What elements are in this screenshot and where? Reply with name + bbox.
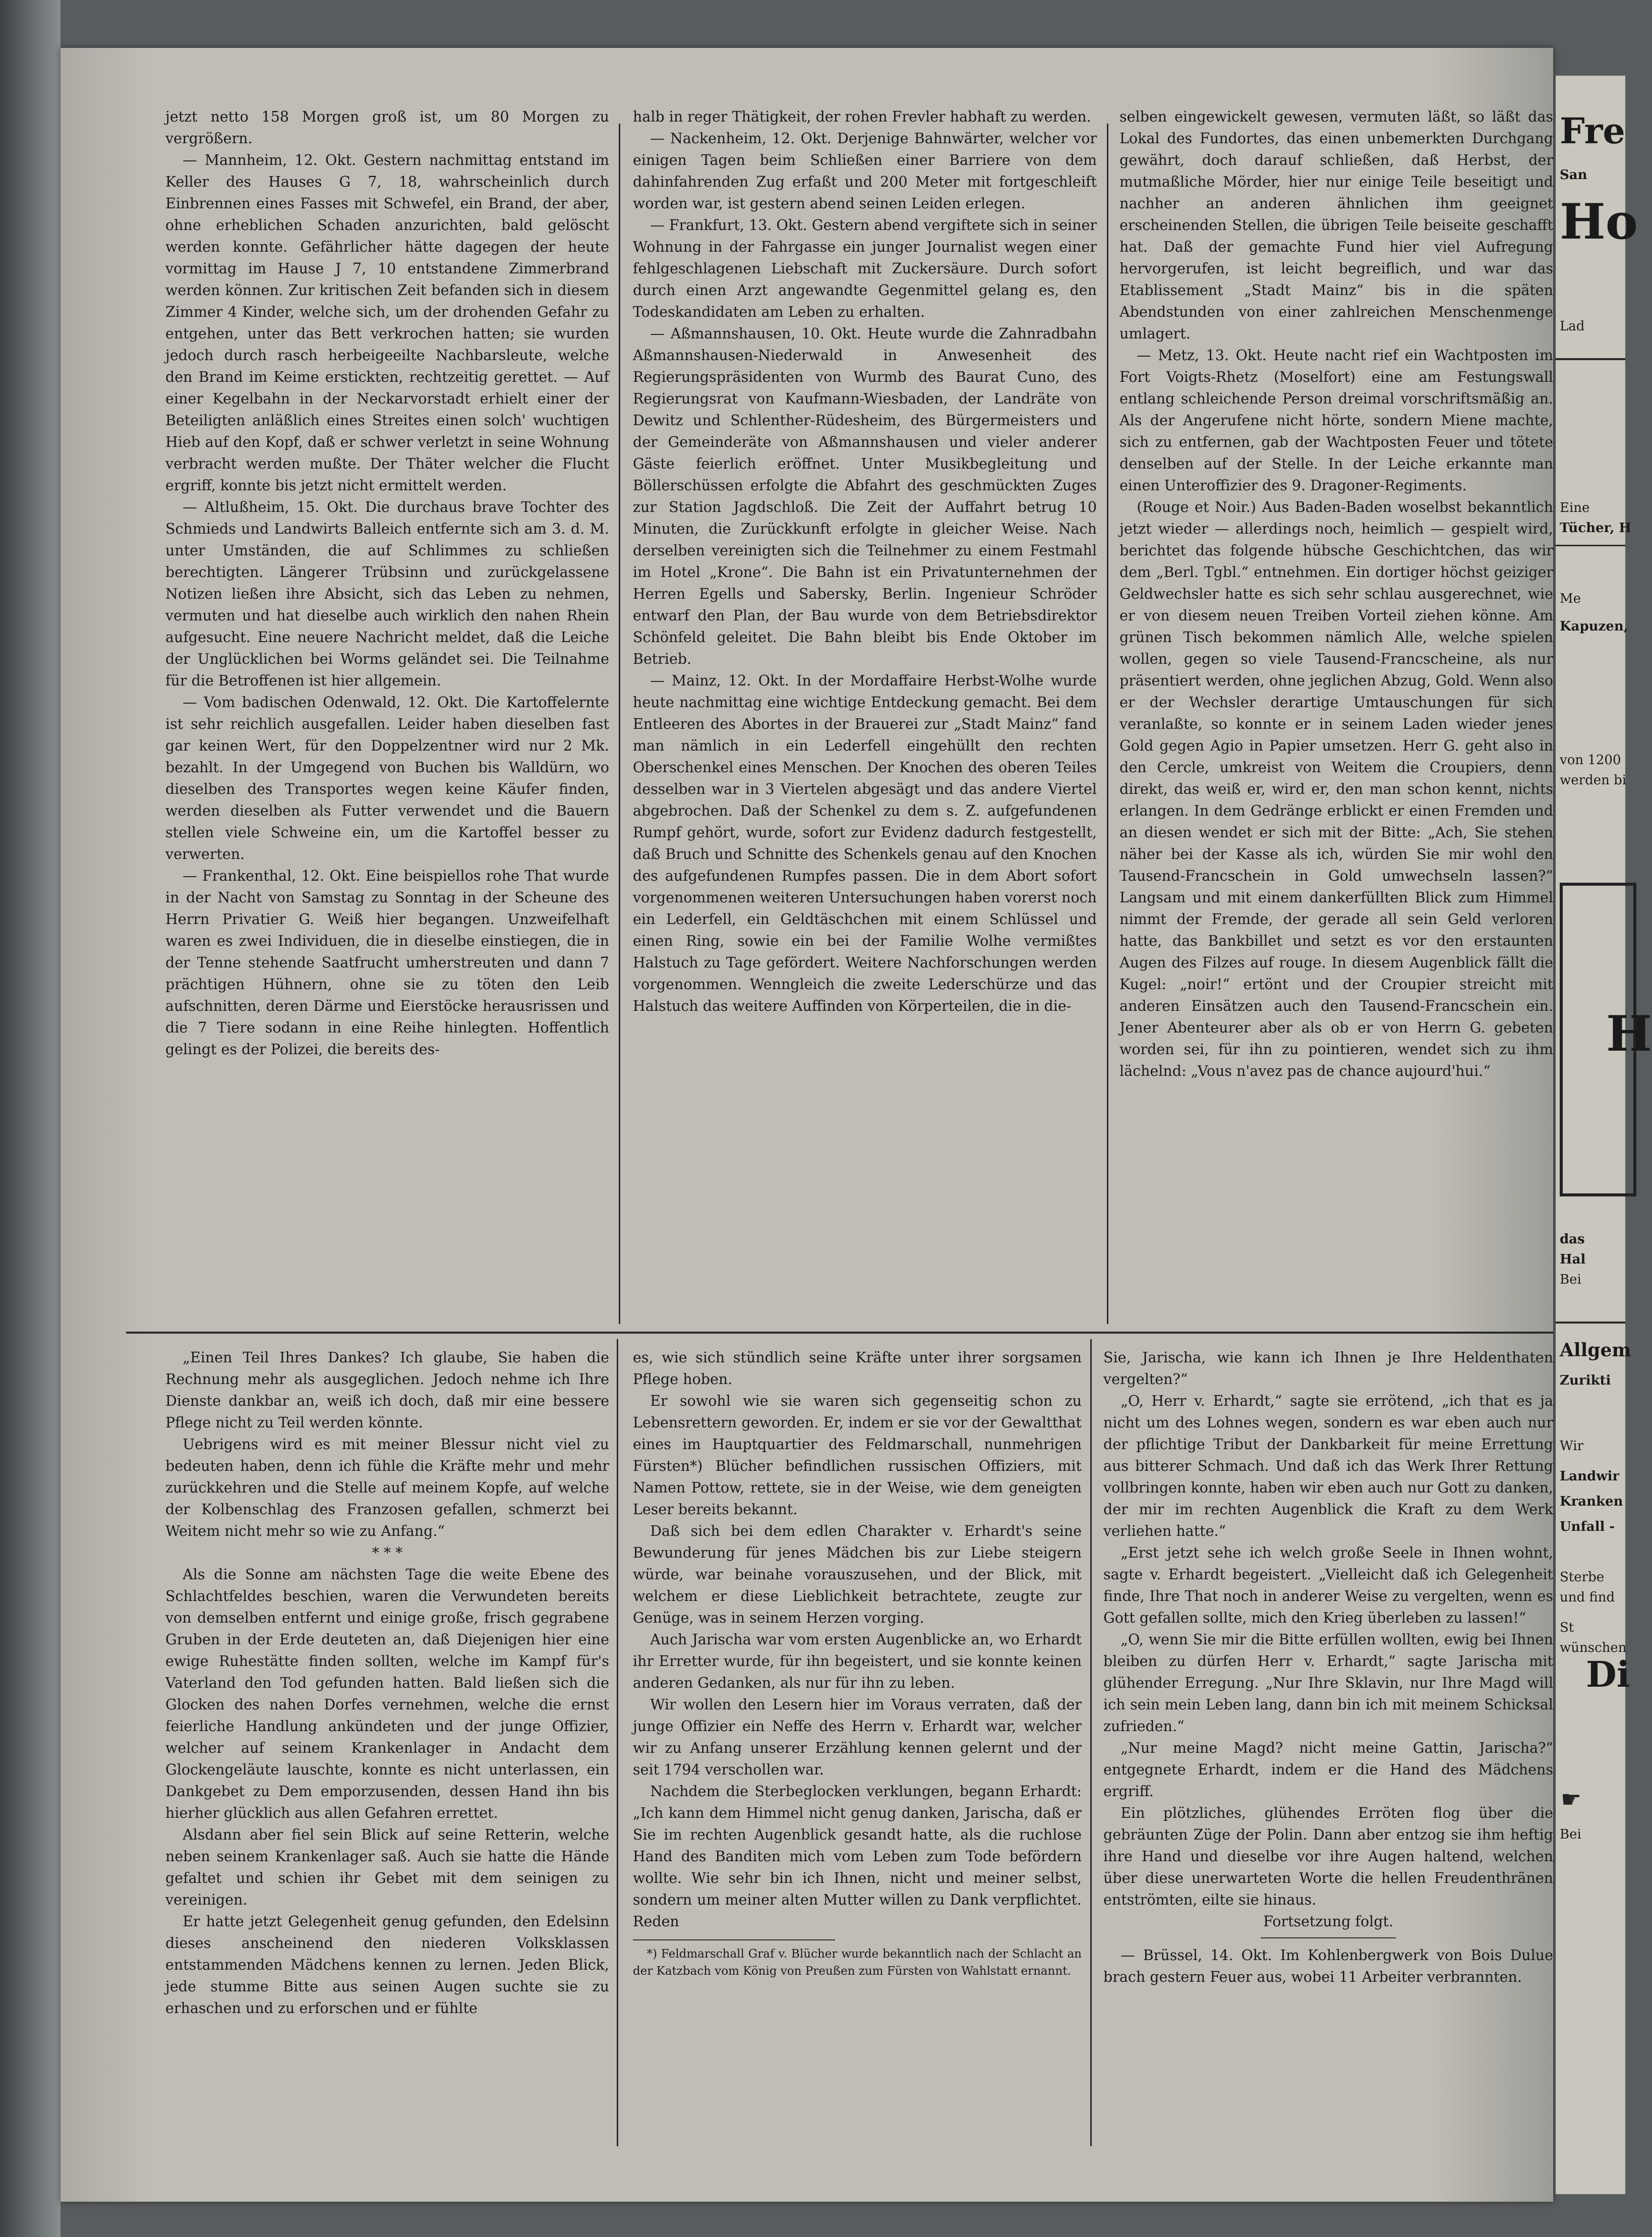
news-column-2 <box>633 106 1097 1329</box>
news-paragraph: halb in reger Thätigkeit, der rohen Frevler habhaft zu werden. <box>633 108 1091 125</box>
next-page-fragment: Unfall - <box>1560 1519 1615 1534</box>
feuilleton-separator <box>126 1332 1553 1334</box>
news-item-frankenthal: — Frankenthal, 12. Okt. Eine beispiellos rohe That wurde in der Nacht von Samstag zu Sonntag in der Scheune des Herrn Privatier G. Weiß hier begangen. Unzweifelhaft waren es zwei Individuen, die in dieselbe einstiegen, die in der Tenne stehende Saatfrucht umherstreuten und dann 7 prächtigen Hühnern, ohne sie zu töten den Leib aufschnitten, deren Därme und Eierstöcke herausrissen und die 7 Tiere sodann in eine Reihe hinlegten. Hoffentlich gelingt es der Polizei, die bereits des- <box>165 868 609 1058</box>
next-page-rule <box>1556 545 1625 546</box>
next-page-fragment: Eine <box>1560 500 1590 515</box>
next-page-fragment: Kapuzen, <box>1560 619 1628 634</box>
story-paragraph: Wir wollen den Lesern hier im Voraus verraten, daß der junge Offizier ein Neffe des Herrn v. Erhardt war, welcher wir zu Anfang unserer Erzählung kennen gelernt und der seit 1794 verschollen war. <box>633 1696 1082 1778</box>
next-page-fragment: Me <box>1560 591 1581 606</box>
book-binding <box>0 0 61 2237</box>
story-paragraph: Auch Jarischa war vom ersten Augenblicke an, wo Erhardt ihr Erretter wurde, für ihn begeistert, und sie konnte keinen anderen Gedanken, als nur für ihn zu leben. <box>633 1631 1082 1691</box>
story-paragraph: „Nur meine Magd? nicht meine Gattin, Jarischa?“ entgegnete Erhardt, indem er die Hand des Mädchens ergriff. <box>1103 1740 1553 1800</box>
story-paragraph: „O, wenn Sie mir die Bitte erfüllen wollten, ewig bei Ihnen bleiben zu dürfen Herr v. Erhardt,“ sagte Jarischa mit glühender Erregung. „Nur Ihre Sklavin, nur Ihre Magd will ich sein mein Leben lang, dann bin ich mit meinem Schicksal zufrieden.“ <box>1103 1631 1553 1735</box>
next-page-fragment: San <box>1560 167 1587 183</box>
next-page-fragment: Di <box>1586 1653 1630 1695</box>
next-page-fragment: Lad <box>1560 319 1585 334</box>
pointing-hand-icon: ☛ <box>1561 1786 1582 1813</box>
column-rule-bottom-2 <box>1090 1339 1092 2146</box>
story-paragraph: Nachdem die Sterbeglocken verklungen, begann Erhardt: „Ich kann dem Himmel nicht genug danken, Jarischa, daß er Sie im rechten Augenblick gesandt hatte, als die ruchlose Hand des Banditen mich vom Leben zum Tode befördern wollte. Wie sehr bin ich Ihnen, nicht und meiner selbst, sondern um meiner alten Mutter willen zu Dank verpflichtet. Reden <box>633 1783 1082 1930</box>
next-page-fragment: Zurikti <box>1560 1373 1611 1388</box>
next-page-fragment: Fre <box>1560 110 1625 152</box>
news-paragraph: selben eingewickelt gewesen, vermuten läßt, so läßt das Lokal des Fundortes, das einen unbemerkten Durchgang gewährt, doch darauf schließen, daß Herbst, der mutmaßliche Mörder, hier nur einige Teile beseitigt und nachher an anderen ähnlichen ihm geeignet erscheinenden Stellen, die übrigen Teile beiseite geschafft hat. Daß der gemachte Fund hier viel Aufregung hervorgerufen, ist leicht begreiflich, und war das Etablissement „Stadt Mainz“ bis in die späten Abendstunden von einer zahlreichen Menschenmenge umlagert. <box>1119 108 1553 342</box>
next-page-fragment: Bei <box>1560 1827 1581 1842</box>
news-item-assmannshausen: — Aßmannshausen, 10. Okt. Heute wurde die Zahnradbahn Aßmannshausen-Niederwald in Anwesenheit des Regierungspräsidenten von Wurmb des Baurat Cuno, des Regierungsrat von Kaufmann-Wiesbaden, der Landräte von Dewitz und Schlenther-Rüdesheim, des Bürgermeisters und der Gemeinderäte von Aßmannshausen und vieler anderer Gäste feierlich eröffnet. Unter Musikbegleitung und Böllerschüssen erfolgte die Abfahrt des geschmückten Zuges zur Station Jagdschloß. Die Zeit der Auffahrt betrug 10 Minuten, die Zurückkunft erfolgte in gleicher Weise. Nach derselben vereinigten sich die Teilnehmer zu einem Festmahl im Hotel „Krone“. Die Bahn ist ein Privatunternehmen der Herren Egells und Sabersky, Berlin. Ingenieur Schröder entwarf den Plan, der Bau wurde von dem Betriebsdirektor Schönfeld geleitet. Die Bahn bleibt bis Ende Oktober im Betrieb. <box>633 325 1097 667</box>
next-page-fragment: Landwir <box>1560 1469 1620 1484</box>
newspaper-page <box>61 48 1553 2202</box>
continuation-note: Fortsetzung folgt. <box>1263 1913 1393 1930</box>
next-page-fragment: St <box>1560 1620 1574 1635</box>
news-item-odenwald: — Vom badischen Odenwald, 12. Okt. Die Kartoffelernte ist sehr reichlich ausgefallen. Leider haben dieselben fast gar keinen Wert, für den Doppelzentner wird nur 2 Mk. bezahlt. In der Umgegend von Buchen bis Walldürn, wo dieselben des Transportes wegen keine Käufer finden, werden dieselben als Futter verwendet und die Bauern stellen viele Schweine ein, um die Kartoffel besser zu verwerten. <box>165 694 609 863</box>
news-item-altlussheim: — Altlußheim, 15. Okt. Die durchaus brave Tochter des Schmieds und Landwirts Balleich entfernte sich am 3. d. M. unter Umständen, die auf Schlimmes zu schließen berechtigten. Längerer Trübsinn und zurückgelassene Notizen ließen ihre Absicht, sich das Leben zu nehmen, vermuten und hat dieselbe auch wirklich den nahen Rhein aufgesucht. Eine neuere Nachricht meldet, daß die Leiche der Unglücklichen bei Worms geländet sei. Die Teilnahme für die Betroffenen ist hier allgemein. <box>165 499 609 689</box>
story-paragraph: Daß sich bei dem edlen Charakter v. Erhardt's seine Bewunderung für jenes Mädchen bis zur Liebe steigern würde, war beinahe vorauszusehen, und der Blick, mit welchem er diese Lieblichkeit betrachtete, zeugte zur Genüge, was in seinem Herzen vorging. <box>633 1523 1082 1626</box>
next-page-rule <box>1556 1322 1625 1324</box>
news-item-metz: — Metz, 13. Okt. Heute nacht rief ein Wachtposten im Fort Voigts-Rhetz (Moselfort) eine am Festungswall entlang schleichende Person dreimal vorschriftsmäßig an. Als der Angerufene nicht hörte, sondern Miene machte, sich zu entfernen, gab der Wachtposten Feuer und tötete denselben auf der Stelle. In der Leiche erkannte man einen Unteroffizier des 9. Dragoner-Regiments. <box>1119 347 1553 494</box>
news-item-mannheim: — Mannheim, 12. Okt. Gestern nachmittag entstand im Keller des Hauses G 7, 18, wahrscheinlich durch Einbrennen eines Fasses mit Schwefel, ein Brand, der aber, ohne erheblichen Schaden anzurichten, bald gelöscht werden konnte. Gefährlicher hätte dagegen der heute vormittag im Hause J 7, 10 entstandene Zimmerbrand werden können. Zur kritischen Zeit befanden sich in diesem Zimmer 4 Kinder, welche sich, um der drohenden Gefahr zu entgehen, unter das Bett verkrochen hatten; sie wurden jedoch durch rasch herbeigeeilte Nachbarsleute, welche den Brand im Keime erstickten, rechtzeitig gerettet. — Auf einer Kegelbahn in der Neckarvorstadt erhielt einer der Beteiligten anläßlich eines Streites einen solch' wuchtigen Hieb auf den Kopf, daß er schwer verletzt in seine Wohnung verbracht werden mußte. Der Thäter welcher die Flucht ergriff, konnte bis jetzt nicht ermittelt werden. <box>165 152 609 494</box>
column-rule-top-1 <box>619 124 620 1324</box>
next-page-fragment: wünschen <box>1560 1640 1627 1655</box>
adjacent-page-edge <box>1556 76 1652 2194</box>
story-paragraph: Sie, Jarischa, wie kann ich Ihnen je Ihre Heldenthaten vergelten?“ <box>1103 1349 1553 1388</box>
story-paragraph: Alsdann aber fiel sein Blick auf seine Retterin, welche neben seinem Krankenlager saß. Auch sie hatte die Hände gefaltet und schien ihr Gebet mit dem seinigen zu vereinigen. <box>165 1826 609 1908</box>
footnote-rule <box>633 1939 835 1940</box>
story-paragraph: Ein plötzliches, glühendes Erröten flog über die gebräunten Züge der Polin. Dann aber entzog sie ihm heftig ihre Hand und dieselbe vor ihre Augen haltend, welchen über diese unerwarteten Worte die hellen Freudenthränen entströmten, eilte sie hinaus. <box>1103 1805 1553 1908</box>
story-paragraph: „Erst jetzt sehe ich welch große Seele in Ihnen wohnt, sagte v. Erhardt begeistert. „Vielleicht daß ich Gelegenheit finde, Ihre That noch in anderer Weise zu vergelten, wenn es Gott gefallen sollte, mich den Krieg überleben zu lassen!“ <box>1103 1544 1553 1626</box>
next-page-fragment: H <box>1606 1005 1652 1062</box>
section-break-asterisks: * * * <box>372 1544 403 1561</box>
footnote: *) Feldmarschall Graf v. Blücher wurde bekanntlich nach der Schlacht an der Katzbach vom König von Preußen zum Fürsten von Wahlstatt ernannt. <box>633 1947 1082 1978</box>
short-rule <box>1261 1937 1396 1938</box>
column-rule-bottom-1 <box>617 1339 618 2146</box>
column-rule-top-2 <box>1107 124 1108 1324</box>
feuilleton-column-1 <box>165 1347 609 2164</box>
news-item-rouge-et-noir: (Rouge et Noir.) Aus Baden-Baden woselbst bekanntlich jetzt wieder — allerdings noch, heimlich — gespielt wird, berichtet das folgende hübsche Geschichtchen, das wir dem „Berl. Tgbl.“ entnehmen. Ein dortiger höchst geiziger Geldwechsler hatte es sich sehr schlau ausgerechnet, wie er von diesem neuen Treiben Vorteil ziehen könne. Am grünen Tisch bekommen nämlich Alle, welche spielen wollen, gegen so viele Tausend-Francscheine, als nur präsentiert werden, ohne jeglichen Abzug, Gold. Wenn also er der Wechsler derartige Umtauschungen für sich veranlaßte, so konnte er in seinem Laden wieder jenes Gold gegen Agio in Papier umsetzen. Herr G. geht also in den Cercle, umkreist von Weitem die Croupiers, denn direkt, das weiß er, wird er, den man schon kennt, nichts erlangen. In dem Gedränge erblickt er einen Fremden und an diesen wendet er sich mit der Bitte: „Ach, Sie stehen näher bei der Kasse als ich, würden Sie mir wohl den Tausend-Francschein in Gold umwechseln lassen?“ Langsam und mit einem dankerfüllten Blick zum Himmel nimmt der Fremde, der gerade all sein Geld verloren hatte, das Bankbillet und setzt es vor den erstaunten Augen des Filzes auf rouge. In diesem Augenblick fällt die Kugel: „noir!“ ertönt und der Croupier streicht mit anderen Einsätzen auch den Tausend-Francschein ein. Jener Abenteurer aber als ob er von Herrn G. gebeten worden sei, für ihn zu pointieren, wendet sich zu ihm lächelnd: „Vous n'avez pas de chance aujourd'hui.“ <box>1119 499 1553 1079</box>
story-paragraph: „O, Herr v. Erhardt,“ sagte sie errötend, „ich that es ja nicht um des Lohnes wegen, sondern es war eben auch nur der pflichtige Tribut der Dankbarkeit für meine Errettung aus bitterer Schmach. Und daß ich das Werk Ihrer Rettung vollbringen konnte, haben wir eben auch nur Gott zu danken, der mir im rechten Augenblick die Kraft zu dem Werk verliehen hatte.“ <box>1103 1393 1553 1539</box>
story-paragraph: Er sowohl wie sie waren sich gegenseitig schon zu Lebensrettern geworden. Er, indem er sie vor der Gewaltthat eines im Hauptquartier des Feldmarschall, nunmehrigen Fürsten*) Blücher befindlichen russischen Offiziers, mit Namen Pottow, rettete, sie in der Weise, wie dem geneigten Leser bereits bekannt. <box>633 1393 1082 1518</box>
story-paragraph: Uebrigens wird es mit meiner Blessur nicht viel zu bedeuten haben, denn ich fühle die Kräfte mehr und mehr zurückkehren und die Stelle auf meinem Kopfe, auf welche der Kolbenschlag des Franzosen gefallen, schmerzt bei Weitem nicht mehr so wie zu Anfang.“ <box>165 1436 609 1539</box>
news-paragraph: jetzt netto 158 Morgen groß ist, um 80 Morgen zu vergrößern. <box>165 108 609 147</box>
feuilleton-column-2 <box>633 1347 1082 2164</box>
next-page-fragment: Bei <box>1560 1272 1581 1287</box>
next-page-fragment: Tücher, H <box>1560 521 1631 536</box>
next-page-fragment: das <box>1560 1232 1585 1247</box>
story-paragraph: Als die Sonne am nächsten Tage die weite Ebene des Schlachtfeldes beschien, waren die Verwundeten bereits von demselben entfernt und einige große, frisch gegrabene Gruben in der Erde deuteten an, daß Diejenigen hier eine ewige Ruhestätte finden sollten, welche im Kampf für's Vaterland den Tod gefunden hatten. Bald ließen sich die Glocken des nahen Dorfes vernehmen, welche die ernst feierliche Handlung ankündeten und der junge Offizier, welcher auf seinem Krankenlager in Andacht dem Glockengeläute lauschte, konnte es nicht unterlassen, ein Dankgebet zu Dem emporzusenden, dessen Hand ihn bis hierher glücklich aus allen Gefahren errettet. <box>165 1566 609 1821</box>
next-page-rule <box>1556 358 1625 360</box>
next-page-fragment: Allgem <box>1560 1340 1631 1361</box>
next-page-fragment: Sterbe <box>1560 1570 1605 1585</box>
next-page-fragment: von 1200 <box>1560 753 1621 768</box>
next-page-fragment: Ho <box>1560 193 1638 250</box>
feuilleton-column-3 <box>1103 1347 1553 2164</box>
news-item-bruessel: — Brüssel, 14. Okt. Im Kohlenbergwerk von Bois Dulue brach gestern Feuer aus, wobei 11 Arbeiter verbrannten. <box>1103 1947 1553 1985</box>
next-page-fragment: Kranken <box>1560 1494 1623 1509</box>
news-item-mainz: — Mainz, 12. Okt. In der Mordaffaire Herbst-Wolhe wurde heute nachmittag eine wichtige Entdeckung gemacht. Bei dem Entleeren des Abortes in der Brauerei zur „Stadt Mainz“ fand man nämlich in ein Lederfell eingehüllt den rechten Oberschenkel eines Menschen. Der Knochen des oberen Teiles desselben war in 3 Viertelen abgesägt und das andere Viertel abgebrochen. Daß der Schenkel zu dem s. Z. aufgefundenen Rumpf gehört, wurde, sofort zur Evidenz dadurch festgestellt, daß Bruch und Schnitte des Schenkels genau auf den Knochen des aufgefundenen Rumpfes passen. Die in dem Abort sofort vorgenommenen weiteren Untersuchungen haben vorerst noch ein Lederfell, ein Geldtäschchen mit einem Schlüssel und einen Ring, sowie ein bei der Familie Wolhe vermißtes Halstuch zu Tage gefördert. Weitere Nachforschungen werden vorgenommen. Wenngleich die zweite Lederschürze und das Halstuch das weitere Auffinden von Körperteilen, die in die- <box>633 672 1097 1014</box>
news-column-1 <box>165 106 609 1329</box>
next-page-fragment: werden bi <box>1560 773 1627 788</box>
next-page-fragment: und find <box>1560 1590 1615 1605</box>
news-item-frankfurt: — Frankfurt, 13. Okt. Gestern abend vergiftete sich in seiner Wohnung in der Fahrgasse ein junger Journalist wegen einer fehlgeschlagenen Liebschaft mit Zuckersäure. Durch sofort durch einen Arzt angewandte Gegenmittel gelang es, den Todeskandidaten am Leben zu erhalten. <box>633 217 1097 320</box>
news-column-3 <box>1119 106 1553 1329</box>
next-page-fragment: Hal <box>1560 1252 1586 1267</box>
story-paragraph: es, wie sich stündlich seine Kräfte unter ihrer sorgsamen Pflege hoben. <box>633 1349 1082 1388</box>
story-paragraph: Er hatte jetzt Gelegenheit genug gefunden, den Edelsinn dieses anscheinend den niederen Volksklassen entstammenden Mädchens kennen zu lernen. Jeden Blick, jede stumme Bitte aus seinen Augen suchte sie zu erhaschen und zu erforschen und er fühlte <box>165 1913 609 2017</box>
story-paragraph: „Einen Teil Ihres Dankes? Ich glaube, Sie haben die Rechnung mehr als ausgeglichen. Jedoch nehme ich Ihre Dienste dankbar an, weiß ich doch, daß mir eine bessere Pflege nicht zu Teil werden könnte. <box>165 1349 609 1431</box>
next-page-fragment: Wir <box>1560 1439 1584 1454</box>
news-item-nackenheim: — Nackenheim, 12. Okt. Derjenige Bahnwärter, welcher vor einigen Tagen beim Schließen einer Barriere von dem dahinfahrenden Zug erfaßt und 200 Meter mit fortgeschleift worden war, ist gestern abend seinen Leiden erlegen. <box>633 130 1097 212</box>
